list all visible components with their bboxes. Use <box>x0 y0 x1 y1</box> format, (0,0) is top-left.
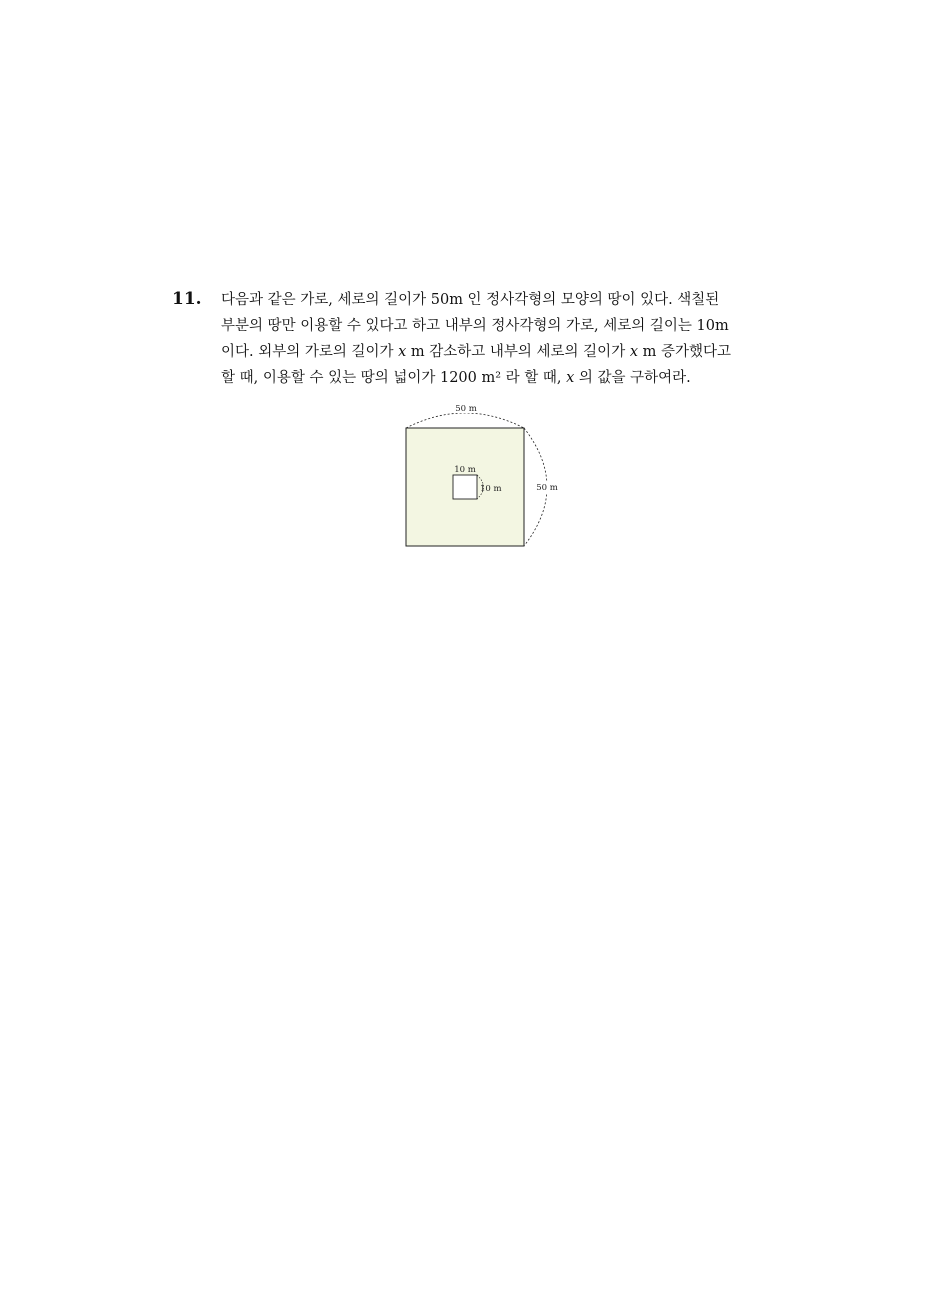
statement-line-4 <box>221 365 781 391</box>
statement-text: 의 값을 구하여라. <box>574 370 691 386</box>
statement-line-1 <box>221 287 781 313</box>
inner-right-label: 10 m <box>480 484 502 494</box>
statement-text: 이다. 외부의 가로의 길이가 <box>221 344 399 360</box>
math-variable-x: x <box>629 344 638 360</box>
land-diagram <box>400 398 570 553</box>
outer-right-label: 50 m <box>536 483 558 493</box>
problem-number: 11. <box>172 289 202 309</box>
problem-statement <box>221 287 781 391</box>
statement-text: 할 때, 이용할 수 있는 땅의 넓이가 1200 m² 라 할 때, <box>221 370 567 386</box>
statement-line-3 <box>221 339 781 365</box>
math-variable-x: x <box>566 370 575 386</box>
statement-line-2 <box>221 313 781 339</box>
inner-square <box>453 475 477 499</box>
statement-text: m 증가했다고 <box>638 344 732 360</box>
math-variable-x: x <box>398 344 407 360</box>
statement-text: 부분의 땅만 이용할 수 있다고 하고 내부의 정사각형의 가로, 세로의 길이는 10m <box>221 318 729 334</box>
outer-top-dimension-arc <box>406 413 524 428</box>
statement-text: m 감소하고 내부의 세로의 길이가 <box>406 344 630 360</box>
inner-top-label: 10 m <box>454 465 476 475</box>
statement-text: 다음과 같은 가로, 세로의 길이가 50m 인 정사각형의 모양의 땅이 있다. 색칠된 <box>221 292 720 308</box>
outer-top-label: 50 m <box>455 404 477 414</box>
land-figure <box>400 398 570 553</box>
